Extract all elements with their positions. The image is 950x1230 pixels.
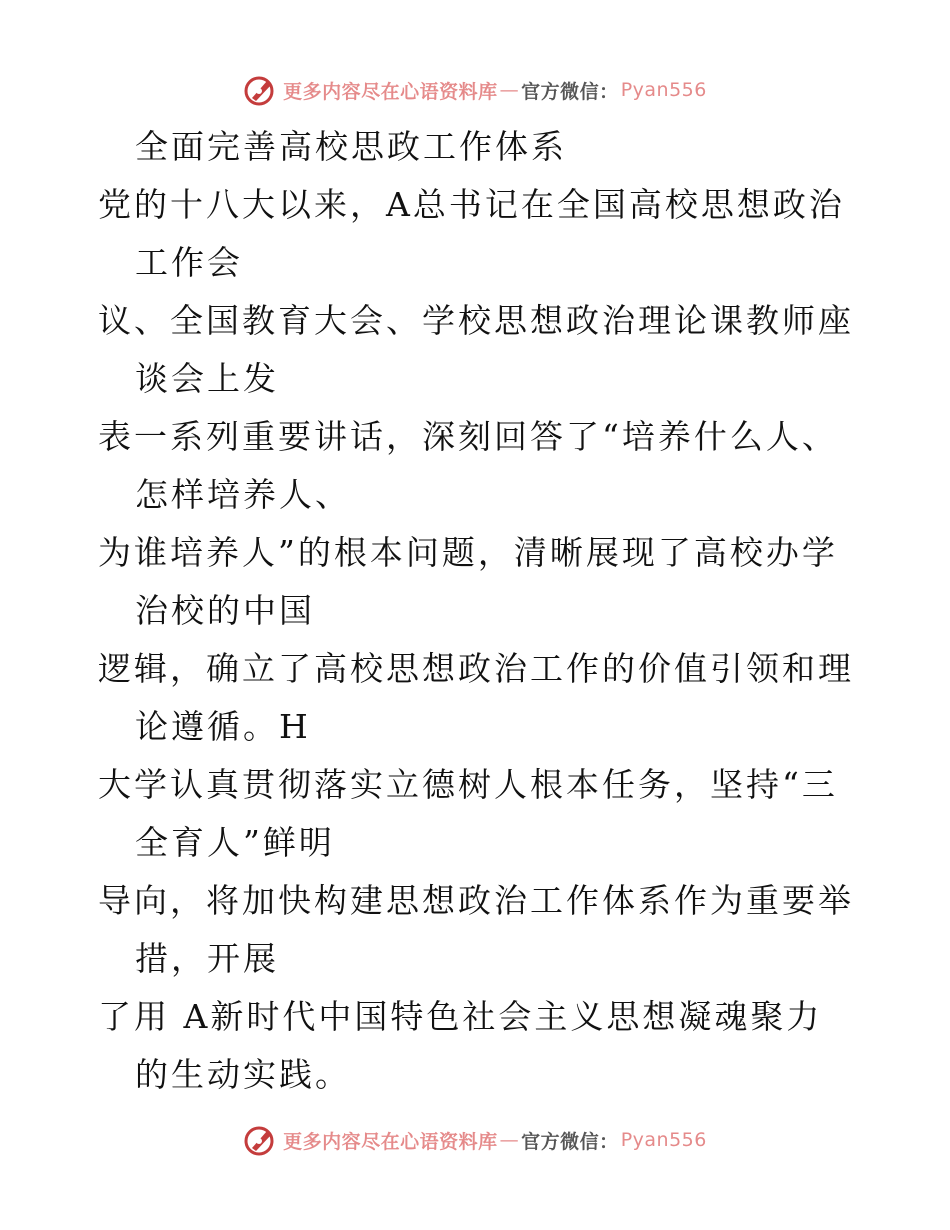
- pen-logo-icon: [243, 73, 277, 107]
- text-line: 全育人”鲜明: [135, 823, 335, 862]
- text-line: 工作会: [135, 243, 243, 282]
- text-line: 大学认真贯彻落实立德树人根本任务，坚持“三: [98, 765, 838, 804]
- text-line: 党的十八大以来，A总书记在全国高校思想政治: [98, 185, 845, 224]
- text-line: 为谁培养人”的根本问题，清晰展现了高校办学: [98, 533, 838, 572]
- watermark-wechat-id: Pyan556: [620, 1129, 707, 1151]
- text-line: 谈会上发: [135, 359, 279, 398]
- text-line: 了用 A新时代中国特色社会主义思想凝魂聚力: [98, 997, 823, 1036]
- text-line: 治校的中国: [135, 591, 315, 630]
- text-line: 论遵循。H: [135, 707, 311, 746]
- watermark-wechat-id: Pyan556: [620, 79, 707, 101]
- footer-watermark: [0, 1120, 950, 1160]
- pen-logo-icon: [243, 1123, 277, 1157]
- watermark-wechat-label: 官方微信：: [521, 1130, 619, 1153]
- watermark-text: 更多内容尽在心语资料库: [283, 1130, 498, 1153]
- text-line: 措，开展: [135, 939, 279, 978]
- text-line: 逻辑，确立了高校思想政治工作的价值引领和理: [98, 649, 854, 688]
- header-watermark: [0, 70, 950, 110]
- text-line: 议、全国教育大会、学校思想政治理论课教师座: [98, 301, 854, 340]
- text-line: 表一系列重要讲话，深刻回答了“培养什么人、: [98, 417, 838, 456]
- document-body: [98, 118, 858, 1104]
- watermark-text: 更多内容尽在心语资料库: [283, 80, 498, 103]
- text-line: 导向，将加快构建思想政治工作体系作为重要举: [98, 881, 854, 920]
- text-line: 怎样培养人、: [135, 475, 351, 514]
- watermark-separator: —: [499, 79, 520, 101]
- text-line: 的生动实践。: [135, 1055, 351, 1094]
- text-line: 全面完善高校思政工作体系: [135, 127, 567, 166]
- watermark-wechat-label: 官方微信：: [521, 80, 619, 103]
- watermark-separator: —: [499, 1129, 520, 1151]
